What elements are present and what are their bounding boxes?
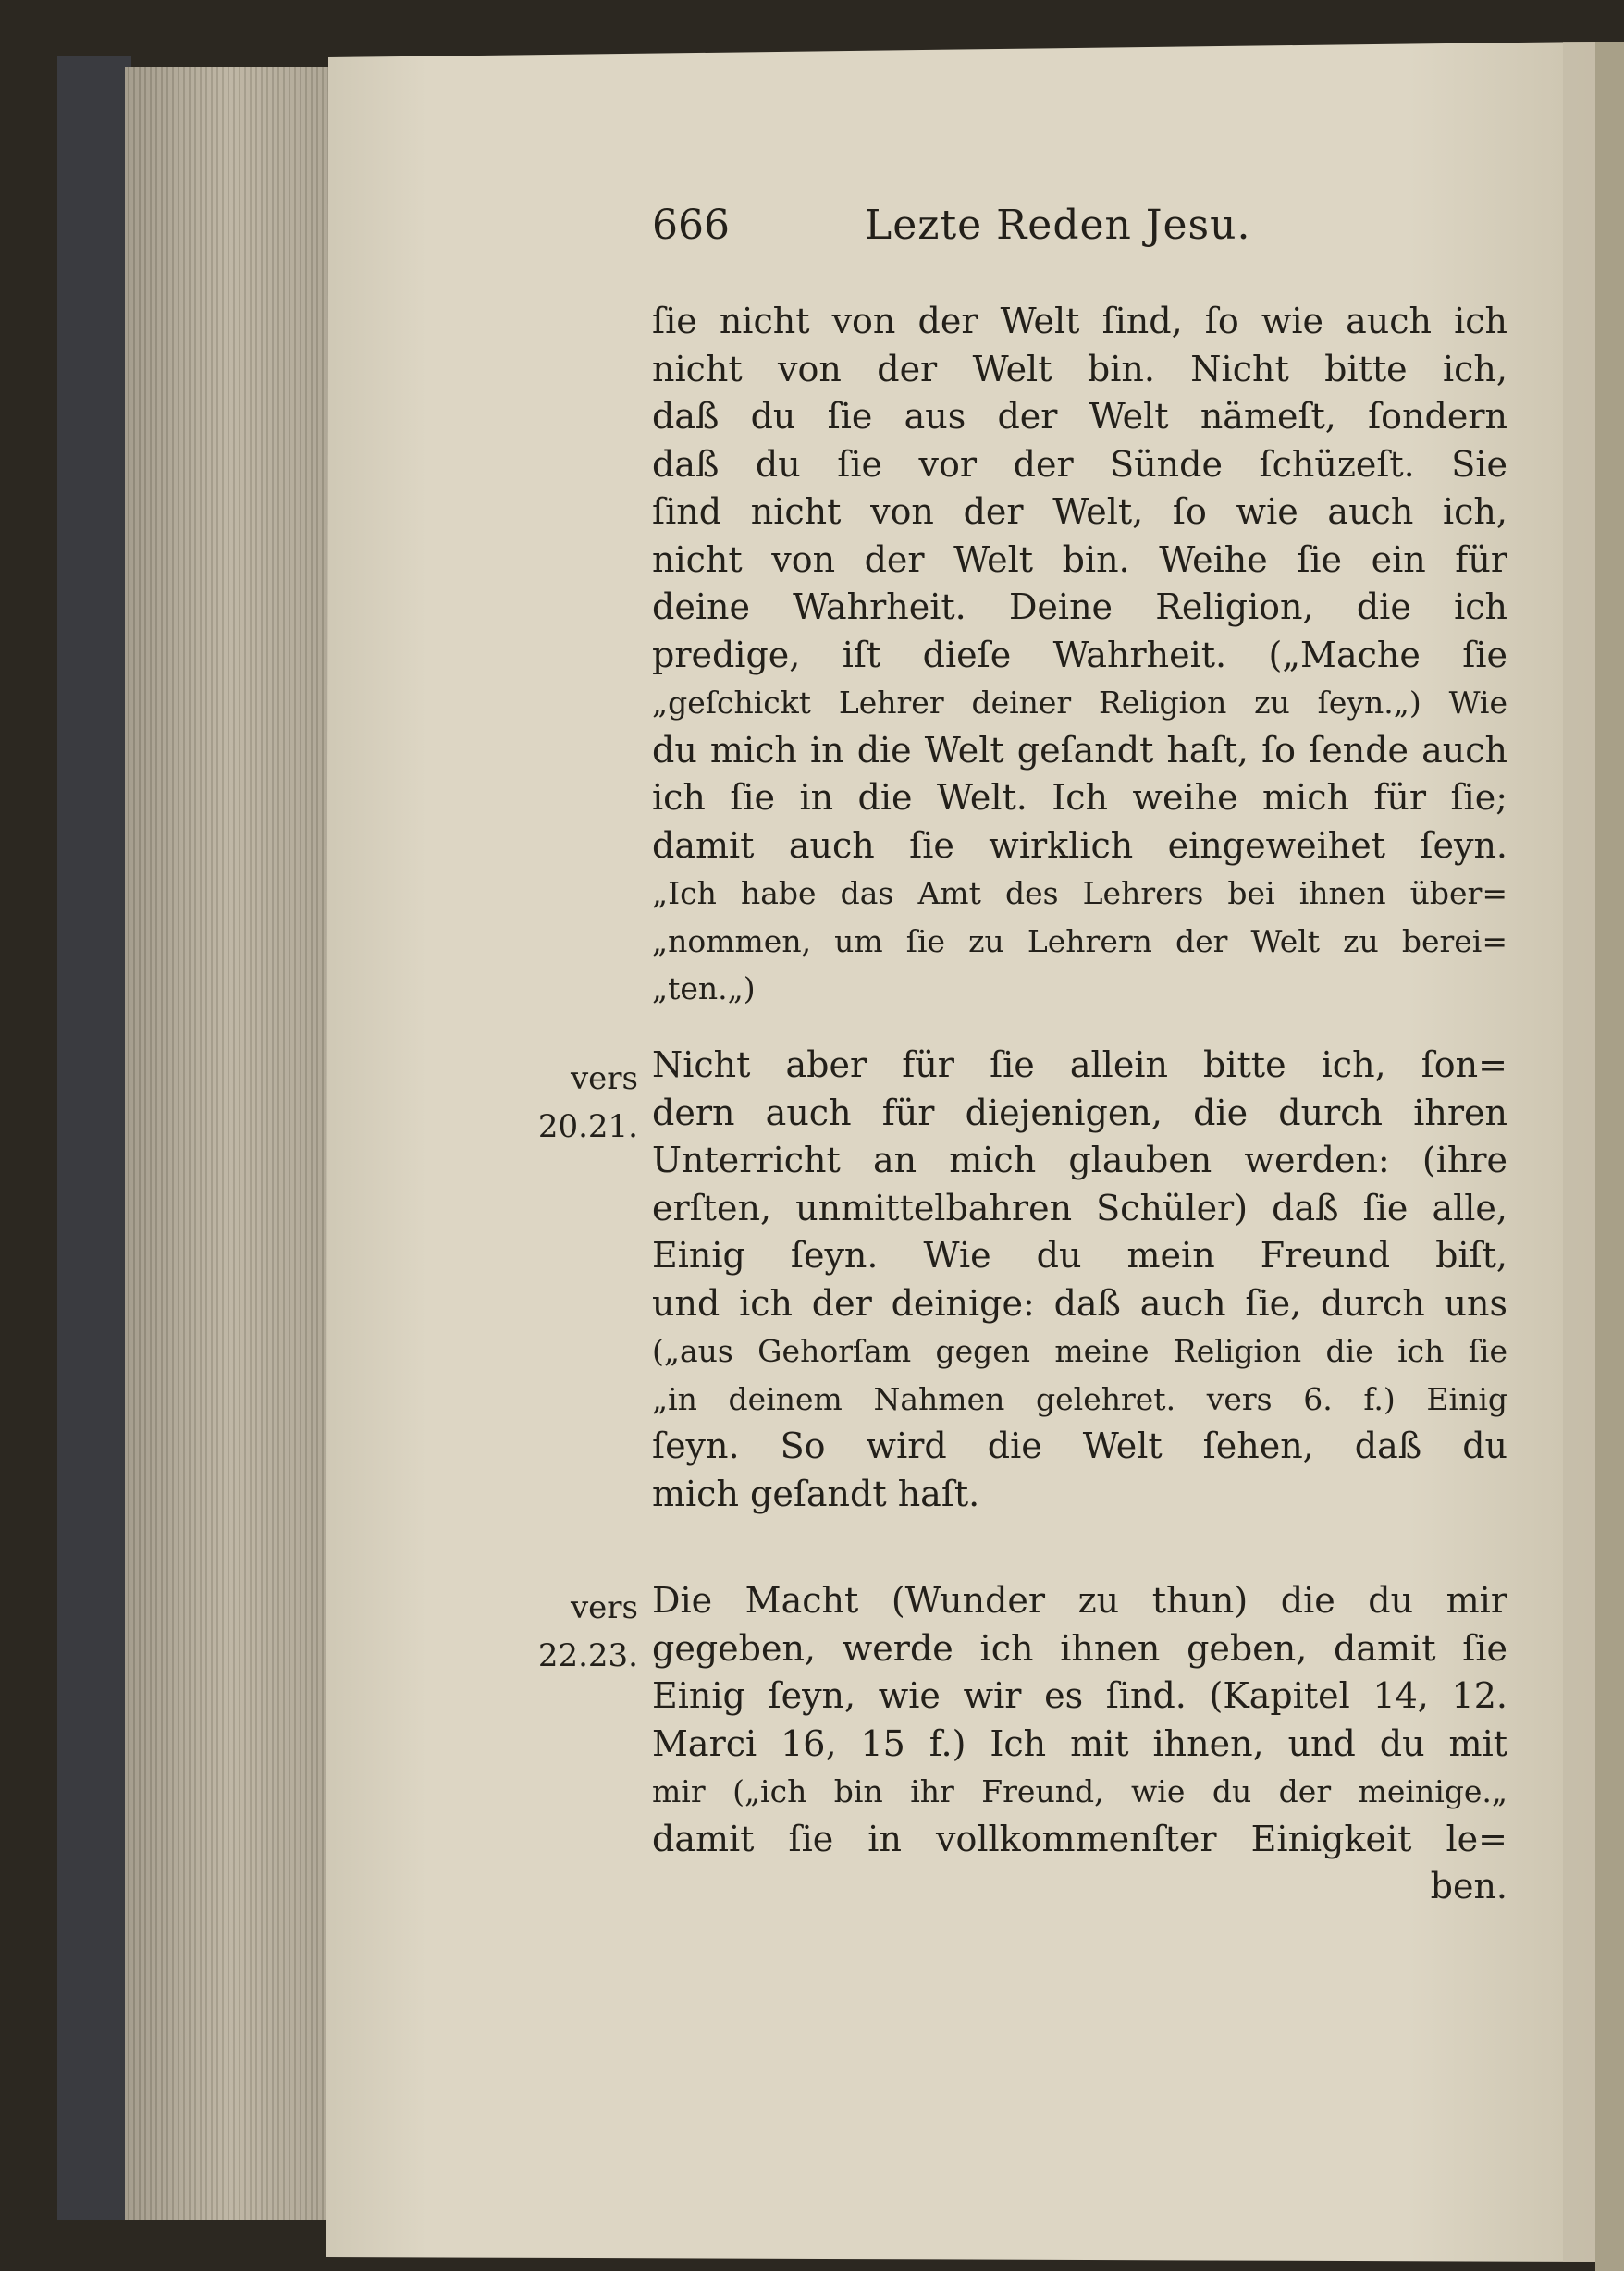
text-line: daß du ſie vor der Sünde ſchüzeſt. Sie xyxy=(652,443,1507,485)
running-title: Lezte Reden Jesu. xyxy=(865,202,1251,249)
text-line: („aus Gehorſam gegen meine Religion die ich ſie xyxy=(652,1333,1507,1369)
text-line: „geſchickt Lehrer deiner Religion zu ſeyn.„) Wie xyxy=(652,685,1507,721)
text-line: nicht von der Welt bin. Nicht bitte ich, xyxy=(652,348,1507,389)
text-line: ſie nicht von der Welt ſind, ſo wie auch ich xyxy=(652,301,1507,341)
text-line: Marci 16, 15 f.) Ich mit ihnen, und du mit xyxy=(652,1722,1507,1764)
text-line: damit auch ſie wirklich eingeweihet ſeyn. xyxy=(652,824,1507,866)
paragraph-1 xyxy=(652,298,1507,1013)
text-line: und ich der deinige: daß auch ſie, durch uns xyxy=(652,1282,1507,1324)
text-line: Einig ſeyn. Wie du mein Freund biſt, xyxy=(652,1235,1507,1276)
paragraph-3 xyxy=(652,1577,1507,1911)
text-line: mir („ich bin ihr Freund, wie du der meinige.„ xyxy=(652,1773,1507,1809)
paragraph-2 xyxy=(652,1042,1507,1518)
text-line: Nicht aber für ſie allein bitte ich, ſon= xyxy=(652,1044,1507,1085)
text-line: Unterricht an mich glauben werden: (ihre xyxy=(652,1140,1507,1180)
text-line: „nommen, um ſie zu Lehrern der Welt zu berei= xyxy=(652,922,1507,959)
text-line: Die Macht (Wunder zu thun) die du mir xyxy=(652,1580,1507,1621)
text-line: ſeyn. So wird die Welt ſehen, daß du xyxy=(652,1426,1507,1466)
text-line: dern auch für diejenigen, die durch ihren xyxy=(652,1092,1507,1133)
text-line: daß du ſie aus der Welt nämeſt, ſondern xyxy=(652,396,1507,437)
margin-note-line: 20.21. xyxy=(537,1108,638,1145)
text-line: erſten, unmittelbahren Schüler) daß ſie alle, xyxy=(652,1187,1507,1228)
next-page-edge xyxy=(1595,42,1624,2271)
text-line: ich ſie in die Welt. Ich weihe mich für ſie; xyxy=(652,777,1507,818)
text-line: Einig ſeyn, wie wir es ſind. (Kapitel 14, 12. xyxy=(652,1675,1507,1716)
page-number: 666 xyxy=(652,202,730,249)
text-line: ſind nicht von der Welt, ſo wie auch ich, xyxy=(652,491,1507,532)
margin-note-verse xyxy=(499,1055,638,1151)
margin-note-verse xyxy=(499,1584,638,1680)
text-line: deine Wahrheit. Deine Religion, die ich xyxy=(652,586,1507,627)
margin-note-line: vers xyxy=(570,1060,638,1097)
text-line: „Ich habe das Amt des Lehrers bei ihnen über= xyxy=(652,875,1507,911)
margin-note-line: vers xyxy=(570,1589,638,1626)
text-line: damit ſie in vollkommenſter Einigkeit le= xyxy=(652,1818,1507,1859)
text-line: „in deinem Nahmen gelehret. vers 6. f.) Einig xyxy=(652,1380,1507,1417)
text-line: nicht von der Welt bin. Weihe ſie ein für xyxy=(652,538,1507,580)
text-line: mich geſandt haſt. xyxy=(652,1473,980,1514)
text-line: gegeben, werde ich ihnen geben, damit ſie xyxy=(652,1627,1507,1669)
text-line: du mich in die Welt geſandt haſt, ſo ſende auch xyxy=(652,729,1507,771)
text-line: „ten.„) xyxy=(652,970,756,1006)
margin-note-line: 22.23. xyxy=(537,1637,638,1674)
book-cover xyxy=(57,56,131,2220)
text-line: predige, iſt dieſe Wahrheit. („Mache ſie xyxy=(652,634,1507,675)
running-header xyxy=(652,202,1281,257)
text-line: ben. xyxy=(1430,1866,1507,1907)
